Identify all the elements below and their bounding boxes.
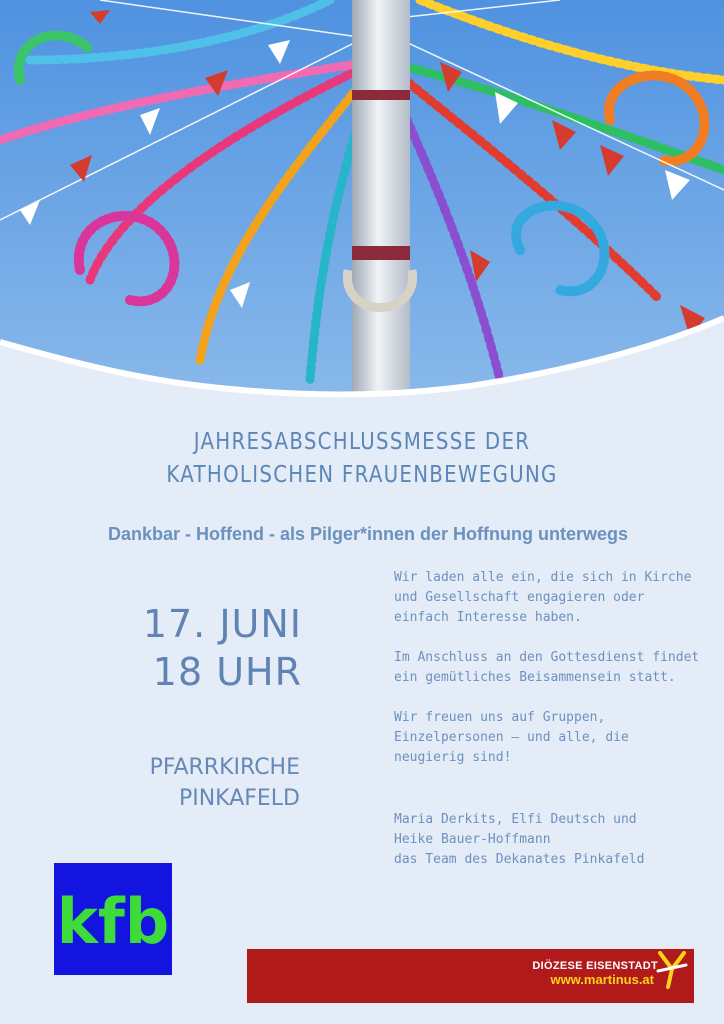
header-photo	[0, 0, 724, 420]
invitation-paragraph-2: Im Anschluss an den Gottesdienst findet ein gemütliches Beisammensein statt.	[394, 650, 700, 685]
event-subtitle: Dankbar - Hoffend - als Pilger*innen der Hoffnung unterwegs	[107, 524, 629, 544]
title-line-2: KATHOLISCHEN FRAUENBEWEGUNG	[166, 462, 558, 488]
event-date-time	[70, 600, 302, 696]
kfb-logo-text: kfb	[56, 885, 170, 958]
signature-line-1: Maria Derkits, Elfi Deutsch und	[394, 812, 637, 827]
invitation-text	[394, 568, 704, 870]
kfb-logo	[54, 863, 172, 975]
event-time: 18 UHR	[152, 650, 302, 694]
diocese-name: DIÖZESE EISENSTADT	[532, 960, 658, 972]
venue-line-1: PFARRKIRCHE	[149, 755, 300, 780]
event-date: 17. JUNI	[142, 602, 302, 646]
title-line-1: JAHRESABSCHLUSSMESSE DER	[193, 429, 531, 455]
martinus-cross-icon	[652, 949, 692, 989]
event-title	[51, 426, 674, 492]
signature	[394, 810, 704, 870]
event-venue	[60, 752, 300, 814]
signature-line-3: das Team des Dekanates Pinkafeld	[394, 852, 645, 867]
invitation-paragraph-1: Wir laden alle ein, die sich in Kirche und Gesellschaft engagieren oder einfach Interesse haben.	[394, 570, 692, 625]
venue-line-2: PINKAFELD	[178, 786, 300, 811]
invitation-paragraph-3: Wir freuen uns auf Gruppen, Einzelpersonen – und alle, die neugierig sind!	[394, 710, 629, 765]
diocese-url[interactable]: www.martinus.at	[550, 972, 654, 987]
diocese-banner	[247, 949, 694, 1003]
signature-line-2: Heike Bauer-Hoffmann	[394, 832, 551, 847]
